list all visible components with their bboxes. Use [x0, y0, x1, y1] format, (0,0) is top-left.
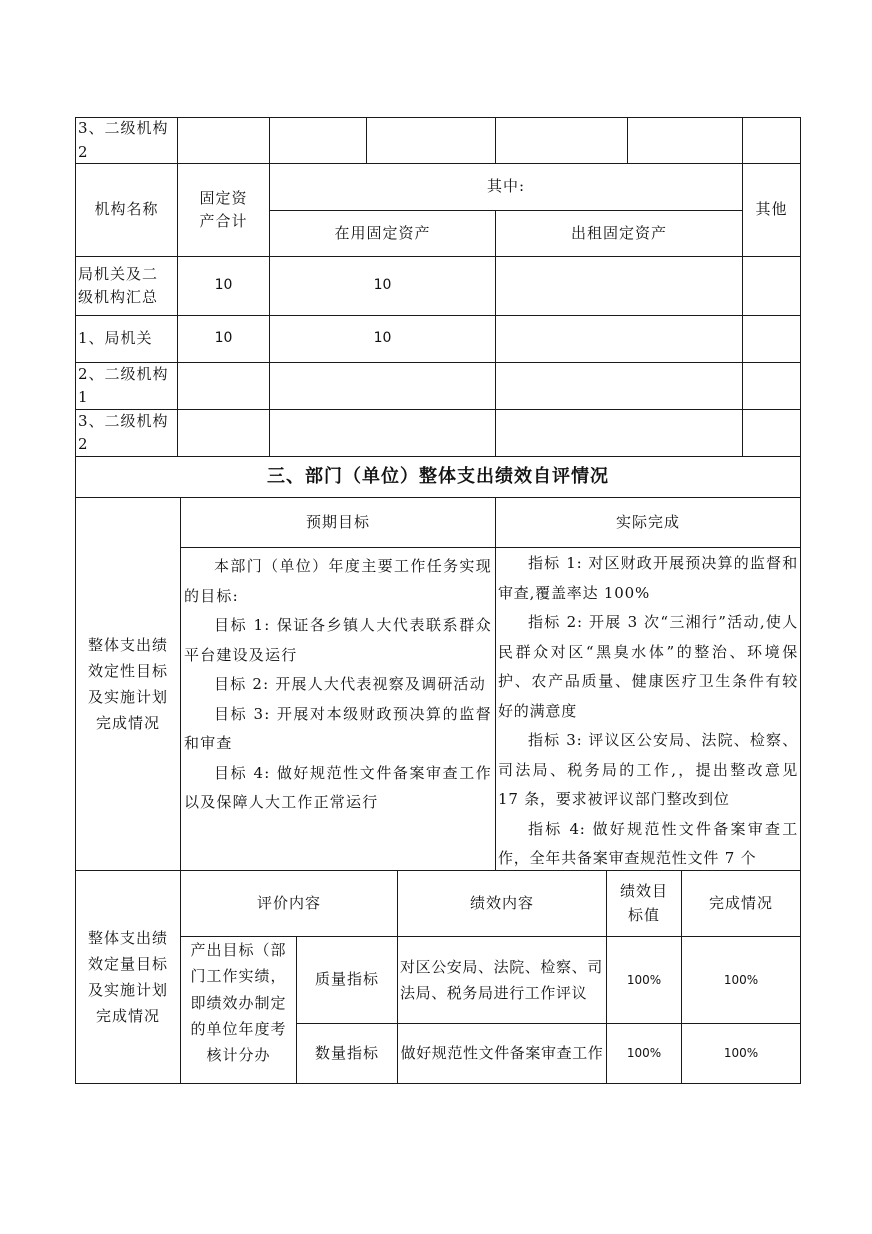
expected-goal-line: 本部门（单位）年度主要工作任务实现的目标: [184, 557, 492, 605]
quality-performance-content: 对区公安局、法院、检察、司法局、税务局进行工作评议 [400, 957, 603, 1002]
evaluation-content-header: 评价内容 [256, 893, 321, 912]
qualitative-row-label: 整体支出绩效定性目标及实施计划完成情况 [88, 635, 169, 733]
quality-target-value: 100% [626, 972, 662, 987]
quantity-performance-content: 做好规范性文件备案审查工作 [400, 1044, 604, 1063]
expected-goal-line: 目标 1: 保证各乡镇人大代表联系群众平台建设及运行 [184, 616, 492, 664]
rule [75, 409, 801, 410]
actual-indicator-line: 指标 1: 对区财政开展预决算的监督和审查,覆盖率达 100% [498, 554, 798, 602]
actual-indicator-line: 指标 4: 做好规范性文件备案审查工作，全年共备案审查规范性文件 7 个 [498, 819, 798, 867]
org-name-cell: 3、二级机构 2 [78, 119, 169, 161]
rule [495, 117, 496, 163]
completion-header: 完成情况 [708, 893, 773, 912]
quantitative-row-label: 整体支出绩效定量目标及实施计划完成情况 [87, 928, 168, 1026]
org-name-cell: 局机关及二级机构汇总 [78, 264, 159, 306]
expected-goal-line: 目标 2: 开展人大代表视察及调研活动 [214, 675, 486, 693]
org-name-cell: 3、二级机构 2 [78, 411, 169, 453]
org-name-header: 机构名称 [94, 200, 159, 219]
total-assets-header: 固定资产合计 [199, 188, 248, 230]
rule [366, 117, 367, 163]
quantity-target-value: 100% [626, 1046, 662, 1061]
quality-indicator-label: 质量指标 [314, 970, 379, 989]
quality-completion-value: 100% [723, 972, 759, 987]
actual-indicator-line: 指标 3: 评议区公安局、法院、检察、司法局、税务局的工作,，提出整改意见 17 条，要求被评议部门整改到位 [498, 731, 798, 808]
total-assets-value: 10 [214, 277, 233, 294]
in-use-assets-value: 10 [373, 330, 392, 347]
total-assets-value: 10 [214, 330, 233, 347]
actual-completion-header: 实际完成 [615, 512, 680, 531]
org-name-cell: 2、二级机构 1 [78, 364, 169, 406]
rule [180, 547, 801, 548]
rule [75, 1083, 801, 1084]
expected-goals-text [181, 552, 495, 818]
expected-goal-line: 目标 3: 开展对本级财政预决算的监督和审查 [184, 704, 492, 752]
expected-goals-header: 预期目标 [305, 512, 370, 531]
org-name-cell: 1、局机关 [78, 329, 153, 348]
rule [75, 362, 801, 363]
other-header: 其他 [755, 200, 788, 219]
quantity-completion-value: 100% [723, 1046, 759, 1061]
in-use-assets-value: 10 [373, 277, 392, 294]
rule [75, 117, 801, 118]
actual-completion-text [496, 549, 800, 874]
expected-goal-line: 目标 4: 做好规范性文件备案审查工作以及保障人大工作正常运行 [184, 763, 492, 811]
output-target-category: 产出目标（部门工作实绩，即绩效办制定的单位年度考核计分办 [190, 941, 287, 1064]
rule [800, 117, 801, 1084]
in-use-assets-header: 在用固定资产 [334, 223, 431, 242]
rule [627, 117, 628, 163]
among-header: 其中: [486, 177, 526, 196]
quantity-indicator-label: 数量指标 [314, 1043, 379, 1062]
target-value-header: 绩效目标值 [619, 882, 668, 924]
actual-indicator-line: 指标 2: 开展 3 次“三湘行”活动,使人民群众对区“黑臭水体”的整治、环境保护、农产品质量、健康医疗卫生条件有较好的满意度 [498, 613, 798, 720]
performance-content-header: 绩效内容 [469, 893, 534, 912]
rented-assets-header: 出租固定资产 [570, 223, 667, 242]
section-title: 三、部门（单位）整体支出绩效自评情况 [267, 466, 609, 488]
